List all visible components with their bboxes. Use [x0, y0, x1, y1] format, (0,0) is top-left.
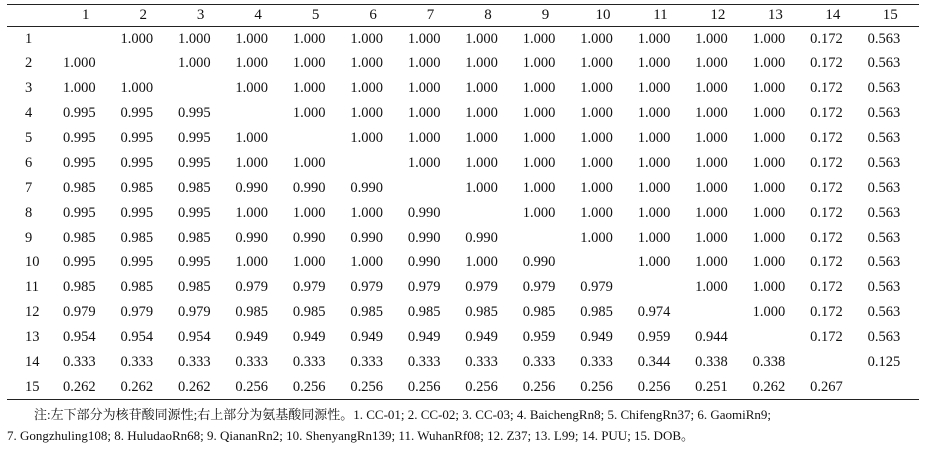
- table-cell: 0.995: [63, 154, 96, 171]
- table-cell: 1.000: [637, 80, 671, 97]
- table-cell: 1.000: [407, 80, 441, 97]
- table-cell: 0.251: [689, 375, 746, 400]
- table-cell: 0.563: [867, 154, 901, 171]
- table-cell: 1.000: [637, 179, 671, 196]
- table-cell: 0.949: [580, 329, 613, 346]
- table-cell: 0.995: [177, 130, 211, 146]
- table-cell: 1.000: [465, 30, 498, 47]
- table-cell: 1.000: [350, 30, 383, 47]
- table-cell: 0.262: [57, 375, 114, 400]
- row-label: 1: [25, 30, 33, 47]
- table-cell: 1.000: [465, 130, 498, 146]
- table-cell: 0.172: [810, 80, 843, 97]
- table-cell: 0.990: [350, 179, 383, 196]
- table-cell: 1.000: [63, 80, 96, 97]
- table-cell: 1.000: [292, 80, 326, 97]
- row-label: 6: [25, 154, 33, 171]
- table-cell: 0.985: [120, 229, 154, 246]
- table-cell: 1.000: [350, 55, 383, 72]
- table-cell: 1.000: [235, 154, 269, 171]
- table-cell: 0.985: [177, 229, 211, 246]
- table-cell: 0.262: [172, 375, 229, 400]
- table-cell: 1.000: [752, 154, 786, 171]
- table-cell: 1.000: [580, 130, 613, 146]
- table-cell: 0.985: [120, 279, 154, 296]
- table-cell: 0.979: [465, 279, 498, 296]
- table-cell: 0.995: [63, 130, 96, 146]
- table-cell: 1.000: [637, 130, 671, 146]
- table-cell: 0.954: [177, 329, 211, 346]
- table-cell: 1.000: [292, 55, 326, 72]
- table-cell: 0.959: [637, 329, 671, 346]
- table-cell: 0.262: [747, 375, 804, 400]
- table-cell: 1.000: [695, 80, 728, 97]
- table-row: [7, 226, 919, 251]
- table-cell: 0.338: [695, 354, 728, 371]
- column-header: 15: [862, 5, 919, 27]
- table-cell: 1.000: [752, 204, 786, 221]
- table-cell: 0.949: [292, 329, 326, 346]
- table-cell: 0.985: [350, 304, 383, 321]
- table-cell: 0.990: [350, 229, 383, 246]
- table-cell: 0.333: [235, 354, 269, 371]
- table-cell: 0.262: [114, 375, 171, 400]
- table-cell: 0.172: [810, 30, 843, 47]
- table-cell: 0.995: [177, 105, 211, 122]
- table-cell: 0.990: [407, 254, 441, 271]
- column-header: 12: [689, 5, 746, 27]
- table-cell: 0.979: [63, 304, 96, 321]
- table-cell: 1.000: [637, 105, 671, 122]
- table-cell: 0.995: [120, 130, 154, 146]
- table-row: [7, 27, 919, 52]
- table-cell: [459, 201, 516, 226]
- table-cell: 0.333: [350, 354, 383, 371]
- table-cell: 1.000: [235, 204, 269, 221]
- table-cell: [632, 275, 689, 300]
- table-cell: 0.267: [804, 375, 861, 400]
- table-cell: 1.000: [752, 105, 786, 122]
- row-label: 15: [7, 375, 57, 400]
- table-body: [7, 27, 919, 400]
- table-cell: 1.000: [522, 130, 556, 146]
- table-cell: 0.990: [407, 229, 441, 246]
- table-row: [7, 375, 919, 400]
- table-cell: 1.000: [637, 204, 671, 221]
- row-label: 7: [25, 179, 33, 196]
- table-cell: 1.000: [637, 254, 671, 271]
- table-cell: 0.979: [407, 279, 441, 296]
- table-cell: 0.172: [810, 105, 843, 122]
- table-cell: 0.959: [522, 329, 556, 346]
- table-cell: [689, 300, 746, 325]
- table-cell: 1.000: [235, 30, 269, 47]
- table-cell: 1.000: [752, 304, 786, 321]
- table-cell: 0.563: [867, 279, 901, 296]
- table-cell: 1.000: [522, 179, 556, 196]
- row-label: 8: [25, 204, 33, 221]
- table-cell: 1.000: [637, 55, 671, 72]
- table-cell: 1.000: [292, 254, 326, 271]
- table-cell: [114, 51, 171, 76]
- table-cell: 0.995: [177, 254, 211, 271]
- table-cell: 0.172: [810, 229, 843, 246]
- footnote-line-1: 注:左下部分为核苷酸同源性;右上部分为氨基酸同源性。1. CC-01; 2. CC-02; 3. CC-03; 4. BaichengRn8; 5. ChifengRn37; 6. GaomiRn9;: [34, 407, 772, 422]
- row-label: 10: [25, 254, 40, 271]
- table-cell: 1.000: [637, 30, 671, 47]
- column-header: 5: [287, 5, 344, 27]
- table-cell: 0.990: [465, 229, 498, 246]
- table-cell: 1.000: [752, 279, 786, 296]
- column-header: 8: [459, 5, 516, 27]
- table-cell: 0.344: [637, 354, 671, 371]
- row-label: 9: [25, 229, 33, 246]
- row-label: 5: [25, 130, 33, 146]
- table-cell: 0.949: [350, 329, 383, 346]
- table-cell: 0.985: [580, 304, 613, 321]
- table-header-row: [7, 5, 919, 27]
- table-cell: 0.333: [177, 354, 211, 371]
- table-cell: 1.000: [350, 254, 383, 271]
- table-cell: 0.563: [867, 254, 901, 271]
- column-header: 13: [747, 5, 804, 27]
- table-cell: 0.985: [465, 304, 498, 321]
- table-cell: 0.125: [867, 354, 901, 371]
- table-cell: [344, 151, 401, 176]
- table-row: [7, 176, 919, 201]
- table-cell: 0.995: [177, 154, 211, 171]
- table-cell: 0.563: [867, 304, 901, 321]
- table-row: [7, 201, 919, 226]
- table-cell: 0.979: [580, 279, 613, 296]
- table-cell: 0.563: [867, 329, 901, 346]
- table-cell: 1.000: [63, 55, 96, 72]
- table-cell: 1.000: [522, 105, 556, 122]
- table-cell: 0.979: [120, 304, 154, 321]
- table-cell: 1.000: [465, 254, 498, 271]
- table-cell: 1.000: [752, 30, 786, 47]
- table-cell: [172, 76, 229, 101]
- table-row: [7, 251, 919, 276]
- table-cell: 1.000: [522, 55, 556, 72]
- table-cell: 0.990: [235, 229, 269, 246]
- table-cell: [287, 126, 344, 151]
- table-cell: 1.000: [465, 55, 498, 72]
- table-row: [7, 101, 919, 126]
- table-cell: 0.995: [120, 254, 154, 271]
- table-cell: 1.000: [580, 30, 613, 47]
- table-cell: 1.000: [522, 154, 556, 171]
- table-cell: 0.979: [522, 279, 556, 296]
- table-cell: 0.985: [177, 279, 211, 296]
- column-header: 1: [57, 5, 114, 27]
- table-cell: 1.000: [407, 105, 441, 122]
- table-cell: 1.000: [580, 105, 613, 122]
- row-label: 13: [25, 329, 40, 346]
- column-header: 11: [632, 5, 689, 27]
- table-cell: 1.000: [522, 204, 556, 221]
- table-cell: 0.563: [867, 179, 901, 196]
- table-cell: 1.000: [465, 105, 498, 122]
- row-label: 14: [25, 354, 40, 371]
- table-cell: 1.000: [695, 105, 728, 122]
- table-cell: 0.333: [465, 354, 498, 371]
- column-header: 6: [344, 5, 401, 27]
- table-cell: 0.172: [810, 204, 843, 221]
- table-cell: 1.000: [350, 105, 383, 122]
- table-cell: 0.990: [292, 179, 326, 196]
- table-cell: 1.000: [752, 254, 786, 271]
- table-cell: 0.995: [63, 204, 96, 221]
- table-cell: 1.000: [407, 154, 441, 171]
- table-cell: 1.000: [580, 179, 613, 196]
- table-cell: 0.256: [517, 375, 574, 400]
- table-cell: 1.000: [752, 130, 786, 146]
- column-header: 9: [517, 5, 574, 27]
- table-cell: 0.172: [810, 55, 843, 72]
- table-cell: 0.172: [810, 254, 843, 271]
- table-cell: 0.995: [63, 105, 96, 122]
- table-cell: [517, 226, 574, 251]
- row-label: 4: [25, 105, 33, 122]
- table-row: [7, 151, 919, 176]
- table-cell: 1.000: [235, 55, 269, 72]
- table-row: [7, 51, 919, 76]
- table-cell: 0.563: [867, 30, 901, 47]
- table-cell: 1.000: [235, 80, 269, 97]
- table-cell: 0.990: [235, 179, 269, 196]
- table-cell: 1.000: [522, 80, 556, 97]
- table-cell: 1.000: [695, 279, 728, 296]
- row-label: 11: [25, 279, 39, 296]
- table-cell: 0.256: [632, 375, 689, 400]
- table-cell: 0.995: [63, 254, 96, 271]
- table-cell: 0.333: [522, 354, 556, 371]
- table-cell: 0.563: [867, 204, 901, 221]
- table-cell: 1.000: [580, 80, 613, 97]
- table-cell: 0.256: [287, 375, 344, 400]
- column-header: 14: [804, 5, 861, 27]
- table-cell: 0.256: [459, 375, 516, 400]
- table-row: [7, 350, 919, 375]
- table-cell: 0.563: [867, 80, 901, 97]
- table-cell: 1.000: [407, 30, 441, 47]
- table-cell: [804, 350, 861, 375]
- table-cell: [229, 101, 286, 126]
- table-cell: 0.985: [407, 304, 441, 321]
- table-row: [7, 275, 919, 300]
- table-cell: 1.000: [580, 204, 613, 221]
- table-cell: 0.949: [235, 329, 269, 346]
- table-cell: 1.000: [695, 30, 728, 47]
- table-cell: 1.000: [465, 179, 498, 196]
- table-cell: 1.000: [752, 179, 786, 196]
- column-header: 3: [172, 5, 229, 27]
- table-row: [7, 126, 919, 151]
- table-cell: 1.000: [580, 229, 613, 246]
- table-cell: 1.000: [120, 80, 154, 97]
- table-cell: 0.985: [292, 304, 326, 321]
- table-cell: 0.944: [695, 329, 728, 346]
- table-cell: 0.563: [867, 130, 901, 146]
- table-cell: 0.172: [810, 179, 843, 196]
- row-label: 2: [25, 55, 33, 72]
- table-cell: 1.000: [235, 254, 269, 271]
- table-cell: 0.990: [522, 254, 556, 271]
- table-cell: 0.995: [120, 154, 154, 171]
- table-cell: 1.000: [580, 154, 613, 171]
- table-cell: 0.985: [522, 304, 556, 321]
- table-cell: 1.000: [695, 229, 728, 246]
- table-cell: 0.979: [235, 279, 269, 296]
- table-cell: 1.000: [465, 80, 498, 97]
- table-cell: 0.333: [407, 354, 441, 371]
- table-cell: 0.338: [752, 354, 786, 371]
- table-cell: 1.000: [292, 30, 326, 47]
- table-cell: 1.000: [637, 229, 671, 246]
- table-cell: 0.949: [407, 329, 441, 346]
- table-cell: 0.256: [344, 375, 401, 400]
- homology-matrix-table: [7, 4, 919, 400]
- column-header: 2: [114, 5, 171, 27]
- table-cell: 1.000: [407, 130, 441, 146]
- table-cell: 1.000: [350, 80, 383, 97]
- table-cell: 0.333: [63, 354, 96, 371]
- table-cell: 0.974: [637, 304, 671, 321]
- row-label: 3: [25, 80, 33, 97]
- table-cell: 0.985: [177, 179, 211, 196]
- homology-table-container: [7, 4, 919, 400]
- table-cell: 0.172: [810, 154, 843, 171]
- table-cell: 1.000: [580, 55, 613, 72]
- table-cell: 1.000: [752, 80, 786, 97]
- table-cell: 1.000: [695, 154, 728, 171]
- table-cell: 0.256: [402, 375, 459, 400]
- table-cell: 1.000: [522, 30, 556, 47]
- table-cell: 0.985: [63, 179, 96, 196]
- table-cell: 1.000: [465, 154, 498, 171]
- table-cell: 0.563: [867, 229, 901, 246]
- header-corner: [7, 5, 57, 27]
- table-cell: 0.995: [177, 204, 211, 221]
- table-cell: 1.000: [752, 55, 786, 72]
- table-cell: 0.172: [810, 304, 843, 321]
- row-label: 12: [25, 304, 40, 321]
- column-header: 10: [574, 5, 631, 27]
- table-cell: 0.954: [120, 329, 154, 346]
- table-cell: 0.563: [867, 105, 901, 122]
- table-cell: [747, 325, 804, 350]
- table-cell: 1.000: [637, 154, 671, 171]
- table-cell: 1.000: [235, 130, 269, 146]
- table-cell: 0.949: [465, 329, 498, 346]
- table-cell: 0.985: [120, 179, 154, 196]
- table-cell: 0.333: [292, 354, 326, 371]
- footnote-line-2: 7. Gongzhuling108; 8. HuludaoRn68; 9. QiananRn2; 10. ShenyangRn139; 11. WuhanRf08; 12. Z37; 13. L99; 14. PUU; 15. DOB。: [7, 428, 695, 443]
- table-cell: 1.000: [695, 130, 728, 146]
- table-cell: [57, 27, 114, 52]
- table-cell: 0.172: [810, 329, 843, 346]
- table-footnote: [7, 404, 919, 446]
- table-row: [7, 300, 919, 325]
- table-cell: 0.995: [120, 204, 154, 221]
- table-cell: 0.985: [63, 279, 96, 296]
- table-cell: 0.563: [867, 55, 901, 72]
- table-cell: 0.256: [574, 375, 631, 400]
- table-cell: 1.000: [350, 130, 383, 146]
- column-header: 7: [402, 5, 459, 27]
- table-cell: 0.172: [810, 279, 843, 296]
- table-cell: 0.990: [292, 229, 326, 246]
- table-cell: 0.985: [63, 229, 96, 246]
- table-cell: 1.000: [292, 154, 326, 171]
- table-cell: [574, 251, 631, 276]
- table-cell: 1.000: [695, 55, 728, 72]
- table-cell: 0.954: [63, 329, 96, 346]
- table-cell: 1.000: [292, 105, 326, 122]
- table-cell: 1.000: [292, 204, 326, 221]
- table-cell: 0.333: [580, 354, 613, 371]
- table-cell: 1.000: [752, 229, 786, 246]
- table-cell: [862, 375, 919, 400]
- table-cell: 0.333: [120, 354, 154, 371]
- table-cell: 0.172: [810, 130, 843, 146]
- table-cell: 0.985: [235, 304, 269, 321]
- table-cell: 1.000: [695, 179, 728, 196]
- table-cell: 0.995: [120, 105, 154, 122]
- table-cell: 1.000: [120, 30, 154, 47]
- table-cell: 1.000: [350, 204, 383, 221]
- table-cell: [402, 176, 459, 201]
- table-cell: 1.000: [695, 204, 728, 221]
- table-cell: 1.000: [177, 55, 211, 72]
- table-cell: 1.000: [695, 254, 728, 271]
- table-row: [7, 325, 919, 350]
- table-cell: 0.979: [177, 304, 211, 321]
- table-cell: 0.256: [229, 375, 286, 400]
- table-cell: 1.000: [407, 55, 441, 72]
- table-cell: 0.979: [350, 279, 383, 296]
- table-cell: 1.000: [177, 30, 211, 47]
- table-cell: 0.990: [407, 204, 441, 221]
- table-cell: 0.979: [292, 279, 326, 296]
- table-row: [7, 76, 919, 101]
- column-header: 4: [229, 5, 286, 27]
